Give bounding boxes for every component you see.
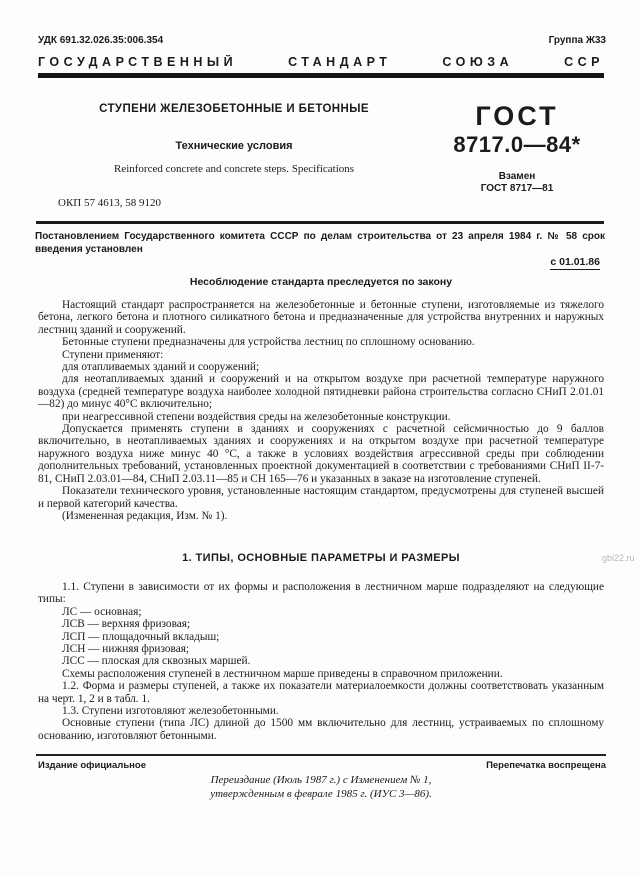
section1-paragraph: 1.2. Форма и размеры ступеней, а также их показатели материалоемкости должны соответствовать указанным на черт. 1, 2 и в табл. 1. bbox=[38, 680, 604, 705]
step-type-item: ЛСВ — верхняя фризовая; bbox=[62, 618, 191, 631]
effective-date: с 01.01.86 bbox=[550, 256, 600, 268]
scope-paragraph: Показатели технического уровня, установленные настоящим стандартом, предусмотрены для ступеней высшей и первой категорий качества. bbox=[38, 485, 604, 510]
gost-number: 8717.0—84* bbox=[453, 132, 581, 157]
footer-rule bbox=[36, 754, 606, 756]
gost-designation-block bbox=[430, 103, 604, 194]
law-notice: Несоблюдение стандарта преследуется по закону bbox=[189, 276, 453, 288]
section1-paragraph: Основные ступени (типа ЛС) длиной до 1500 мм включительно для лестниц, устраиваемых по сплошному основанию, изготовляют бетонными. bbox=[38, 717, 604, 742]
section1-body bbox=[38, 581, 604, 742]
scope-paragraph: Допускается применять ступени в зданиях и сооружениях с расчетной сейсмичностью до 9 баллов включительно, в неотапливаемых зданиях и сооружениях и на открытом воздухе при расчетной температуре наружного воздуха ниже минус 40 °С, а также в условиях воздействия агрессивной среды при соблюдении дополнительных требований, установленных проектной документацией в соответствии с требованиями СНиП II-7-81, СНиП 2.03.01—84, СНиП 2.03.11—85 и СН 165—76 и указанных в заказе на изготовление ступеней. bbox=[38, 423, 604, 485]
decree-paragraph: Постановлением Государственного комитета СССР по делам строительства от 23 апреля 1984 г. № 58 срок введения установлен bbox=[35, 231, 605, 255]
scope-paragraph: Настоящий стандарт распространяется на железобетонные и бетонные ступени, изготовляемые из тяжелого бетона, легкого бетона и плотного силикатного бетона и предназначенные для устройства внутренних и наружных лестниц зданий и сооружений. bbox=[38, 299, 604, 336]
replaced-standard-number: ГОСТ 8717—81 bbox=[480, 183, 554, 194]
section1-heading: 1. ТИПЫ, ОСНОВНЫЕ ПАРАМЕТРЫ И РАЗМЕРЫ bbox=[182, 552, 460, 564]
step-type-item: ЛСП — площадочный вкладыш; bbox=[62, 630, 220, 643]
group-code: Группа Ж33 bbox=[548, 35, 606, 46]
step-type-item: ЛСН — нижняя фризовая; bbox=[62, 643, 190, 656]
amendment-note: (Измененная редакция, Изм. № 1). bbox=[62, 509, 228, 522]
footer-row bbox=[38, 760, 606, 771]
scope-paragraph: для неотапливаемых зданий и сооружений и на открытом воздухе при расчетной температуре наружного воздуха (средней температуре воздуха наиболее холодной пятидневки района строительства согласно СНиП 2.01.01—82) до минус 40°С включительно; bbox=[38, 373, 604, 411]
scope-paragraph: для отапливаемых зданий и сооружений; bbox=[62, 361, 260, 374]
title-block bbox=[38, 103, 604, 194]
reprint-note-line2: утвержденным в феврале 1985 г. (ИУС 3—86). bbox=[210, 787, 432, 800]
separator-rule bbox=[36, 221, 604, 224]
scope-paragraph: Бетонные ступени предназначены для устройства лестниц по сплошному основанию. bbox=[62, 336, 475, 349]
standard-subtitle-ru: Технические условия bbox=[175, 140, 293, 152]
site-watermark: gbi22.ru bbox=[602, 553, 635, 563]
replaces-label: Взамен bbox=[498, 171, 536, 182]
state-standard-banner: ГОСУДАРСТВЕННЫЙ СТАНДАРТ СОЮЗА ССР bbox=[38, 55, 604, 69]
gost-label: ГОСТ bbox=[475, 101, 559, 131]
standard-title-en: Reinforced concrete and concrete steps. Specifications bbox=[113, 163, 355, 175]
banner-rule bbox=[38, 73, 604, 78]
reprint-note bbox=[0, 774, 642, 801]
scope-paragraph: Ступени применяют: bbox=[62, 348, 164, 361]
standard-title-ru: СТУПЕНИ ЖЕЛЕЗОБЕТОННЫЕ И БЕТОННЫЕ bbox=[99, 103, 369, 115]
scope-section bbox=[38, 299, 604, 522]
section1-paragraph: 1.1. Ступени в зависимости от их формы и расположения в лестничном марше подразделяют на следующие типы: bbox=[38, 581, 604, 606]
section1-paragraph: 1.3. Ступени изготовляют железобетонными. bbox=[62, 705, 279, 718]
scope-paragraph: при неагрессивной степени воздействия среды на железобетонные конструкции. bbox=[62, 410, 451, 423]
official-edition-label: Издание официальное bbox=[38, 760, 146, 771]
reprint-forbidden-label: Перепечатка воспрещена bbox=[486, 760, 606, 771]
step-type-item: ЛС — основная; bbox=[62, 605, 142, 618]
reprint-note-line1: Переиздание (Июль 1987 г.) с Изменением № 1, bbox=[210, 774, 432, 786]
okp-codes: ОКП 57 4613, 58 9120 bbox=[58, 197, 161, 209]
section1-paragraph: Схемы расположения ступеней в лестничном марше приведены в справочном приложении. bbox=[62, 667, 503, 680]
title-left-column bbox=[38, 103, 430, 194]
document-header-row bbox=[38, 35, 606, 46]
step-type-item: ЛСС — плоская для сквозных маршей. bbox=[62, 655, 251, 668]
udk-number: УДК 691.32.026.35:006.354 bbox=[38, 35, 164, 46]
